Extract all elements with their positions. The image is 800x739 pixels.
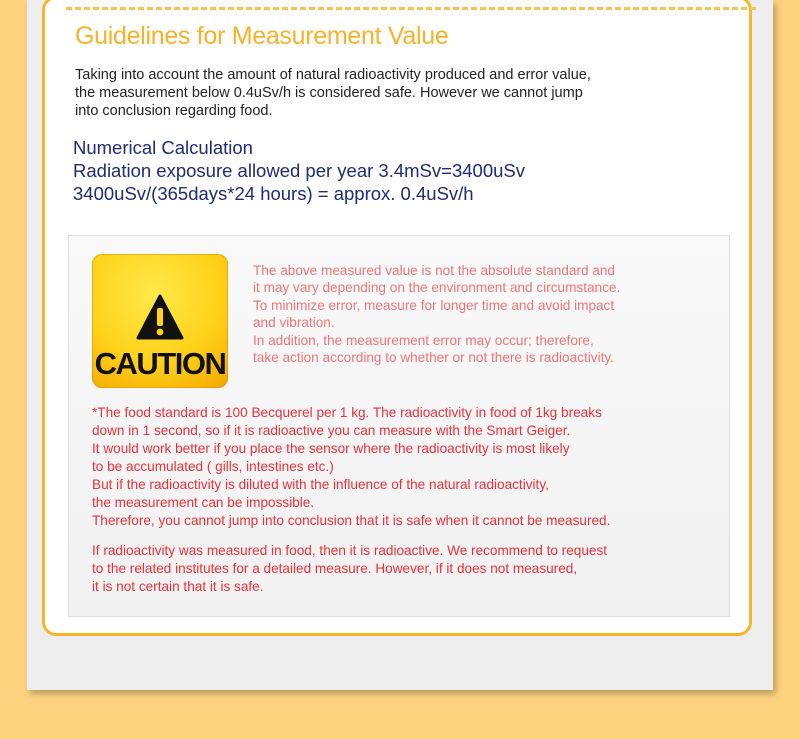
- note-line: Therefore, you cannot jump into conclusion that it is safe when it cannot be measured.: [92, 513, 611, 528]
- intro-line: into conclusion regarding food.: [75, 103, 273, 119]
- calc-line-annual: Radiation exposure allowed per year 3.4mSv=3400uSv: [73, 160, 525, 181]
- caution-text: [253, 262, 713, 366]
- calc-line-hourly: 3400uSv/(365days*24 hours) = approx. 0.4uSv/h: [73, 183, 474, 204]
- caution-line: In addition, the measurement error may occur; therefore,: [253, 332, 594, 348]
- recommendation-line: to the related institutes for a detailed measure. However, if it does not measured,: [92, 561, 578, 576]
- numerical-calculation: [73, 136, 713, 205]
- calc-heading: Numerical Calculation: [73, 137, 253, 158]
- recommendation-line: If radioactivity was measured in food, then it is radioactive. We recommend to request: [92, 543, 608, 558]
- note-line: It would work better if you place the sensor where the radioactivity is most likely: [92, 441, 570, 456]
- caution-line: and vibration.: [253, 315, 335, 331]
- caution-line: it may vary depending on the environment and circumstance.: [253, 280, 621, 296]
- dashed-divider: [66, 7, 756, 10]
- caution-line: take action according to whether or not there is radioactivity.: [253, 350, 614, 366]
- page-title: Guidelines for Measurement Value: [75, 22, 449, 50]
- note-line: the measurement can be impossible.: [92, 495, 315, 510]
- intro-line: Taking into account the amount of natural radioactivity produced and error value,: [75, 67, 591, 83]
- caution-line: To minimize error, measure for longer time and avoid impact: [253, 297, 615, 313]
- intro-line: the measurement below 0.4uSv/h is considered safe. However we cannot jump: [75, 85, 583, 101]
- note-line: But if the radioactivity is diluted with the influence of the natural radioactivity,: [92, 477, 549, 492]
- note-line: *The food standard is 100 Becquerel per 1 kg. The radioactivity in food of 1kg breaks: [92, 405, 602, 420]
- caution-label: CAUTION: [94, 346, 226, 381]
- note-line: to be accumulated ( gills, intestines etc.): [92, 459, 334, 474]
- caution-line: The above measured value is not the absolute standard and: [253, 263, 615, 278]
- intro-text: [75, 66, 675, 120]
- food-note: [92, 404, 722, 596]
- recommendation-line: it is not certain that it is safe.: [92, 579, 264, 594]
- food-standard-paragraph: [92, 404, 722, 530]
- recommendation-paragraph: [92, 542, 722, 596]
- warning-triangle-icon: [136, 294, 184, 340]
- note-line: down in 1 second, so if it is radioactive you can measure with the Smart Geiger.: [92, 423, 571, 438]
- caution-sign: [92, 254, 228, 388]
